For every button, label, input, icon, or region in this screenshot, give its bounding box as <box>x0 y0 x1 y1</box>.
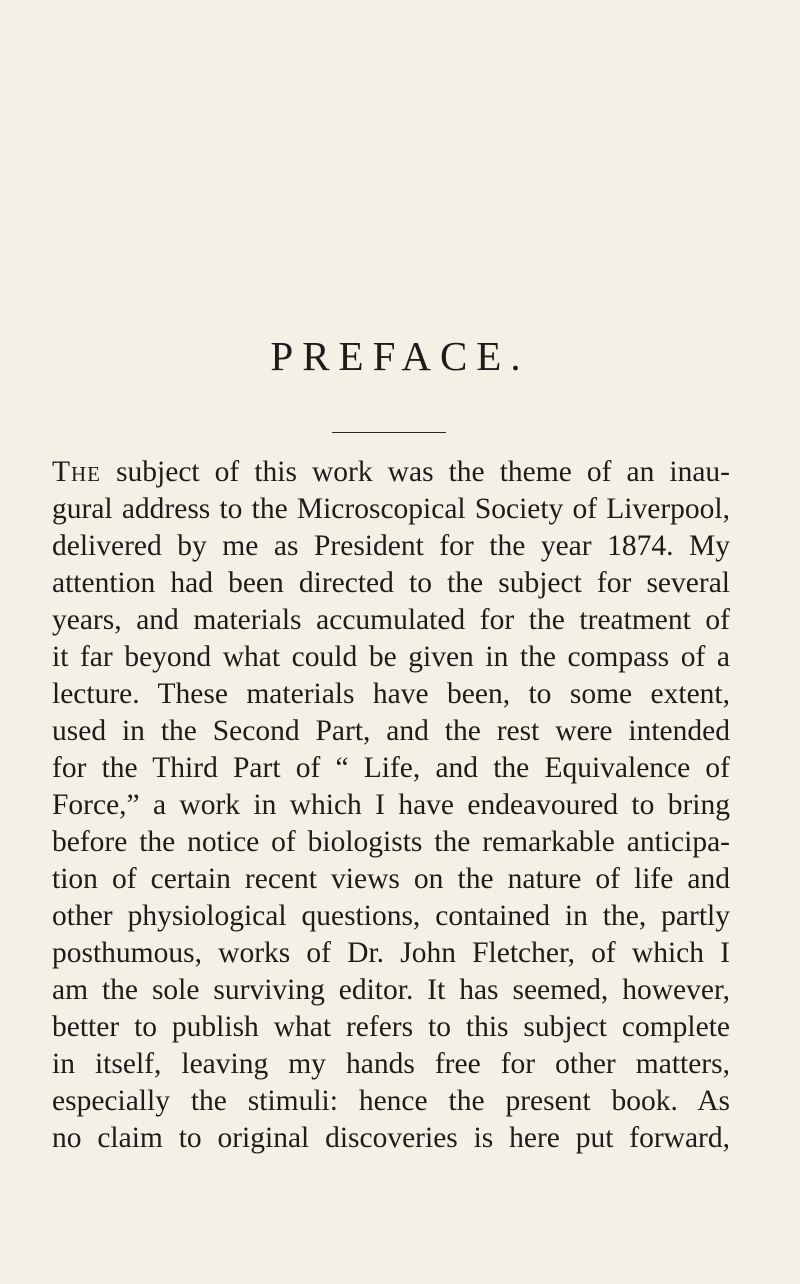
text-line-content: subject of this work was the theme of an inau- <box>101 456 730 488</box>
text-line: years, and materials accumulated for the treatment of <box>52 604 730 636</box>
text-line: better to publish what refers to this subject complete <box>52 1011 730 1043</box>
text-line: Force,” a work in which I have endeavoured to bring <box>52 789 730 821</box>
title-divider <box>332 432 446 433</box>
text-line: other physiological questions, contained in the, partly <box>52 900 730 932</box>
text-line: it far beyond what could be given in the compass of a <box>52 641 730 673</box>
text-line: used in the Second Part, and the rest were intended <box>52 715 730 747</box>
text-line: no claim to original discoveries is here put forward, <box>52 1122 730 1154</box>
preface-body <box>52 454 730 1157</box>
text-line: gural address to the Microscopical Society of Liverpool, <box>52 493 730 525</box>
text-line: am the sole surviving editor. It has seemed, however, <box>52 974 730 1006</box>
text-line: in itself, leaving my hands free for other matters, <box>52 1048 730 1080</box>
opening-word: The <box>52 456 102 488</box>
text-line: for the Third Part of “ Life, and the Equivalence of <box>52 752 730 784</box>
text-line: attention had been directed to the subject for several <box>52 567 730 599</box>
text-line: especially the stimuli: hence the present book. As <box>52 1085 730 1117</box>
page-title: PREFACE. <box>270 333 530 379</box>
text-line: delivered by me as President for the year 1874. My <box>52 530 730 562</box>
text-line: tion of certain recent views on the nature of life and <box>52 863 730 895</box>
text-line <box>52 454 730 491</box>
text-line: before the notice of biologists the remarkable anticipa- <box>52 826 730 858</box>
text-line: lecture. These materials have been, to some extent, <box>52 678 730 710</box>
text-line: posthumous, works of Dr. John Fletcher, of which I <box>52 937 730 969</box>
